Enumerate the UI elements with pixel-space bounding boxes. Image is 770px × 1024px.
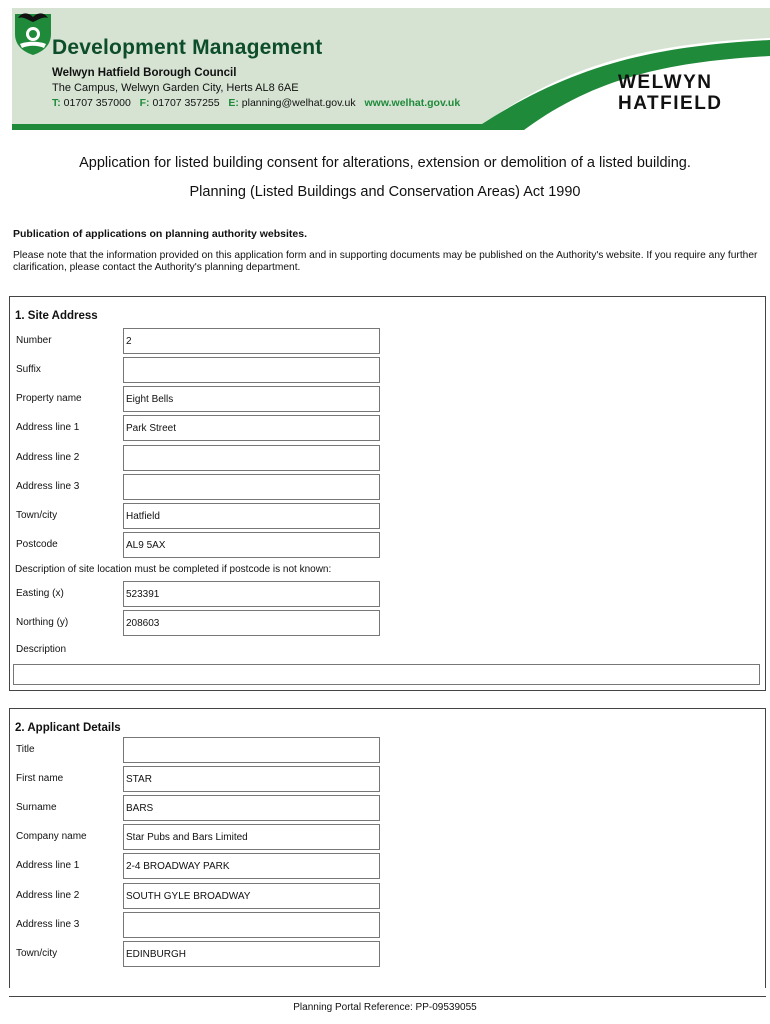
site-address-section [9, 296, 766, 691]
applicant-surname-row [10, 795, 765, 821]
applicant-company-row [10, 824, 765, 850]
field-label: Town/city [16, 510, 58, 521]
publication-heading: Publication of applications on planning authority websites. [13, 228, 308, 240]
site-address-line-2-row [10, 445, 765, 471]
crest-icon [12, 8, 54, 56]
site-town-field[interactable]: Hatfield [123, 503, 380, 529]
applicant-address-line-3-field[interactable] [123, 912, 380, 938]
site-number-row [10, 328, 765, 354]
field-label: Company name [16, 831, 87, 842]
field-label: Address line 2 [16, 452, 80, 463]
description-label: Description [16, 644, 67, 655]
website-link[interactable]: www.welhat.gov.uk [364, 97, 461, 109]
easting-row [10, 581, 765, 607]
footer-divider [9, 996, 766, 997]
site-address-line-3-field[interactable] [123, 474, 380, 500]
field-label: Title [16, 744, 35, 755]
easting-field[interactable]: 523391 [123, 581, 380, 607]
contact-line [52, 97, 460, 109]
applicant-address-line-1-row [10, 853, 765, 879]
field-label: Address line 2 [16, 890, 80, 901]
header-banner [12, 8, 770, 130]
applicant-address-line-2-field[interactable]: SOUTH GYLE BROADWAY [123, 883, 380, 909]
form-subtitle: Planning (Listed Buildings and Conservation Areas) Act 1990 [189, 184, 581, 200]
description-field[interactable] [13, 664, 760, 685]
site-suffix-row [10, 357, 765, 383]
applicant-company-field[interactable]: Star Pubs and Bars Limited [123, 824, 380, 850]
location-note: Description of site location must be completed if postcode is not known: [15, 564, 332, 575]
applicant-title-row [10, 737, 765, 763]
tel-label: T: [52, 97, 61, 109]
site-property-name-row [10, 386, 765, 412]
banner-title: Development Management [52, 36, 323, 59]
site-address-line-1-row [10, 415, 765, 441]
northing-field[interactable]: 208603 [123, 610, 380, 636]
field-label: Number [16, 335, 52, 346]
publication-note: Please note that the information provided on this application form and in supporting documents may be published on the Authority's website. If you require any further clarification, please contact the Authority's planning department. [13, 250, 758, 273]
email-label: E: [228, 97, 239, 109]
applicant-address-line-3-row [10, 912, 765, 938]
portal-reference: Planning Portal Reference: PP-09539055 [293, 1002, 477, 1013]
site-number-field[interactable]: 2 [123, 328, 380, 354]
field-label: Town/city [16, 948, 58, 959]
applicant-address-line-2-row [10, 883, 765, 909]
applicant-address-line-1-field[interactable]: 2-4 BROADWAY PARK [123, 853, 380, 879]
field-label: Property name [16, 393, 82, 404]
applicant-town-row [10, 941, 765, 967]
applicant-first-name-row [10, 766, 765, 792]
section-title: 1. Site Address [15, 310, 98, 322]
field-label: Address line 3 [16, 919, 80, 930]
field-label: Address line 1 [16, 860, 80, 871]
field-label: Postcode [16, 539, 58, 550]
site-postcode-row [10, 532, 765, 558]
applicant-title-field[interactable] [123, 737, 380, 763]
applicant-details-section [9, 708, 766, 988]
field-label: Northing (y) [16, 617, 69, 628]
site-address-line-1-field[interactable]: Park Street [123, 415, 380, 441]
field-label: First name [16, 773, 64, 784]
field-label: Suffix [16, 364, 41, 375]
field-label: Easting (x) [16, 588, 64, 599]
applicant-surname-field[interactable]: BARS [123, 795, 380, 821]
council-logo-text [618, 72, 723, 114]
council-address: The Campus, Welwyn Garden City, Herts AL8 6AE [52, 82, 299, 94]
field-label: Address line 3 [16, 481, 80, 492]
site-postcode-field[interactable]: AL9 5AX [123, 532, 380, 558]
field-label: Address line 1 [16, 422, 80, 433]
site-address-line-3-row [10, 474, 765, 500]
logo-line-1: WELWYN [618, 72, 713, 93]
site-town-row [10, 503, 765, 529]
northing-row [10, 610, 765, 636]
applicant-first-name-field[interactable]: STAR [123, 766, 380, 792]
applicant-town-field[interactable]: EDINBURGH [123, 941, 380, 967]
fax-label: F: [139, 97, 150, 109]
form-title: Application for listed building consent for alterations, extension or demolition of a listed building. [79, 155, 691, 171]
site-address-line-2-field[interactable] [123, 445, 380, 471]
tel-number: 01707 357000 [63, 97, 131, 109]
council-name: Welwyn Hatfield Borough Council [52, 67, 237, 79]
logo-line-2: HATFIELD [618, 93, 723, 114]
site-suffix-field[interactable] [123, 357, 380, 383]
fax-number: 01707 357255 [152, 97, 220, 109]
field-label: Surname [16, 802, 57, 813]
site-property-name-field[interactable]: Eight Bells [123, 386, 380, 412]
email-address[interactable]: planning@welhat.gov.uk [241, 97, 356, 109]
section-title: 2. Applicant Details [15, 722, 121, 734]
